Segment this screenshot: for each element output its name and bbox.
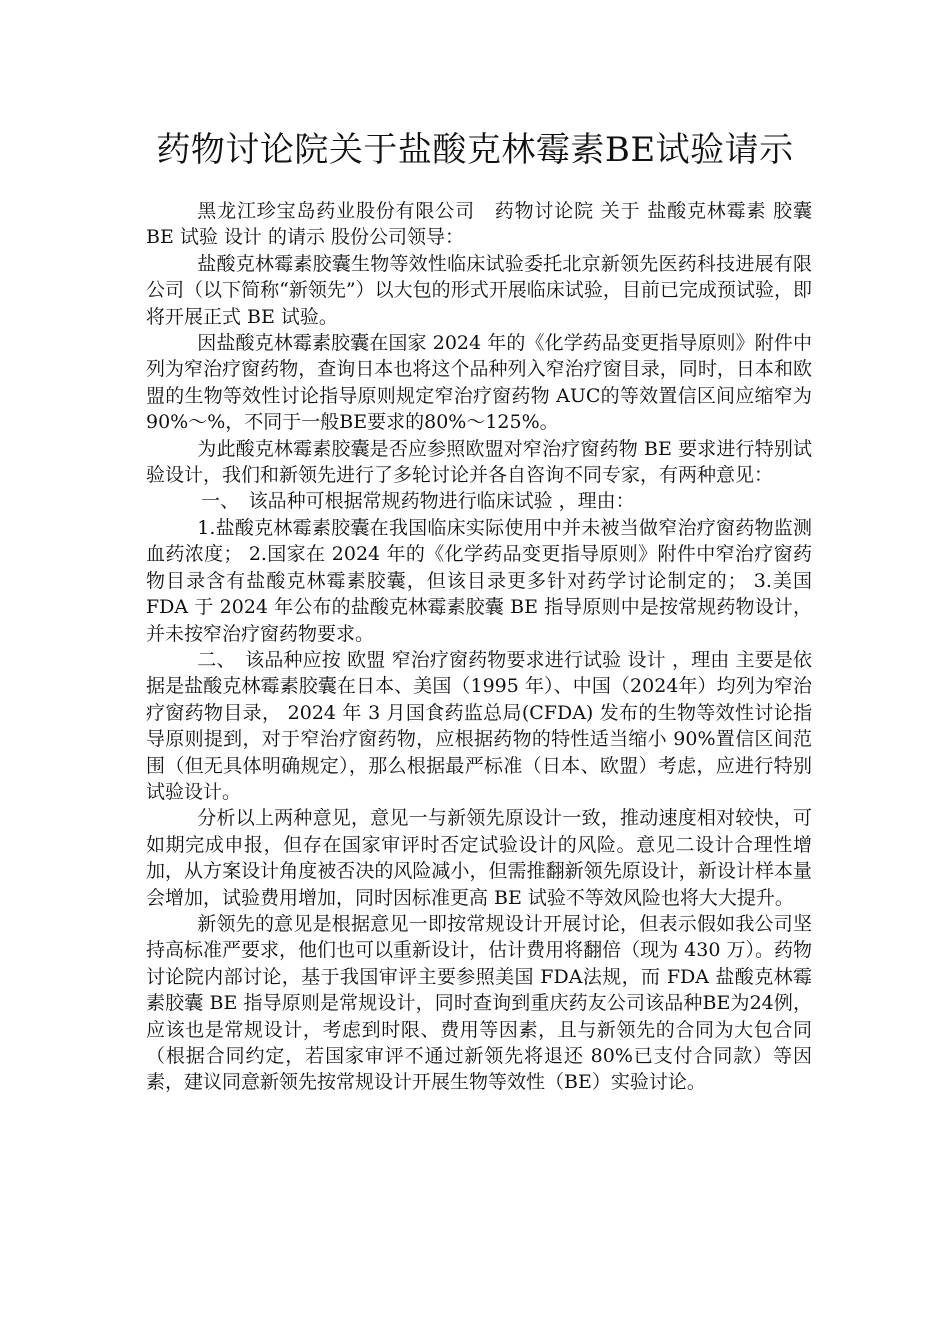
document-body: [146, 198, 812, 1096]
paragraph-background: 盐酸克林霉素胶囊生物等效性临床试验委托北京新领先医药科技进展有限公司（以下简称“新领先”）以大包的形式开展临床试验，目前已完成预试验，即将开展正式 BE 试验。: [146, 252, 812, 328]
paragraph-discussion: 为此酸克林霉素胶囊是否应参照欧盟对窄治疗窗药物 BE 要求进行特别试验设计，我们和新领先进行了多轮讨论并各自咨询不同专家，有两种意见：: [146, 437, 812, 487]
document-title: 药物讨论院关于盐酸克林霉素BE试验请示: [156, 130, 794, 170]
paragraph-opinion-one: 一、 该品种可根据常规药物进行临床试验 ，理由：: [201, 490, 635, 513]
paragraph-recommendation: 新领先的意见是根据意见一即按常规设计开展讨论，但表示假如我公司坚持高标准严要求，他们也可以重新设计，估计费用将翻倍（现为 430 万）。药物讨论院内部讨论，基于我国审评主要参照美国 FDA法规，而 FDA 盐酸克林霉素胶囊 BE 指导原则是常规设计，同时查询到重庆药友公司该品种BE为24例，应该也是常规设计，考虑到时限、费用等因素，且与新领先的合同为大包合同（根据合同约定，若国家审评不通过新领先将退还 80%已支付合同款）等因素，建议同意新领先按常规设计开展生物等效性（BE）实验讨论。: [146, 912, 812, 1094]
paragraph-regulation: 因盐酸克林霉素胶囊在国家 2024 年的《化学药品变更指导原则》附件中列为窄治疗窗药物，查询日本也将这个品种列入窄治疗窗目录，同时，日本和欧盟的生物等效性讨论指导原则规定窄治疗窗药物 AUC的等效置信区间应缩窄为90%～%，不同于一般BE要求的80%～125%。: [146, 332, 812, 434]
paragraph-addressee: 黑龙江珍宝岛药业股份有限公司 药物讨论院 关于 盐酸克林霉素 胶囊 BE 试验 设计 的请示 股份公司领导：: [146, 200, 812, 249]
paragraph-opinion-one-reasons: 1.盐酸克林霉素胶囊在我国临床实际使用中并未被当做窄治疗窗药物监测血药浓度； 2.国家在 2024 年的《化学药品变更指导原则》附件中窄治疗窗药物目录含有盐酸克林霉素胶囊，但该目录更多针对药学讨论制定的； 3.美国 FDA 于 2024 年公布的盐酸克林霉素胶囊 BE 指导原则中是按常规药物设计，并未按窄治疗窗药物要求。: [146, 516, 812, 645]
paragraph-analysis: 分析以上两种意见，意见一与新领先原设计一致，推动速度相对较快，可如期完成申报，但存在国家审评时否定试验设计的风险。意见二设计合理性增加，从方案设计角度被否决的风险减小，但需推翻新领先原设计，新设计样本量会增加，试验费用增加，同时因标准更高 BE 试验不等效风险也将大大提升。: [146, 807, 812, 909]
paragraph-opinion-two: 二、 该品种应按 欧盟 窄治疗窗药物要求进行试验 设计 ，理由 主要是依据是盐酸克林霉素胶囊在日本、美国（1995 年）、中国（2024年）均列为窄治疗窗药物目录， 2024 年 3 月国食药监总局(CFDA) 发布的生物等效性讨论指导原则提到，对于窄治疗窗药物，应根据药物的特性适当缩小 90%置信区间范围（但无具体明确规定），那么根据最严标准（日本、欧盟）考虑，应进行特别试验设计。: [146, 648, 812, 803]
